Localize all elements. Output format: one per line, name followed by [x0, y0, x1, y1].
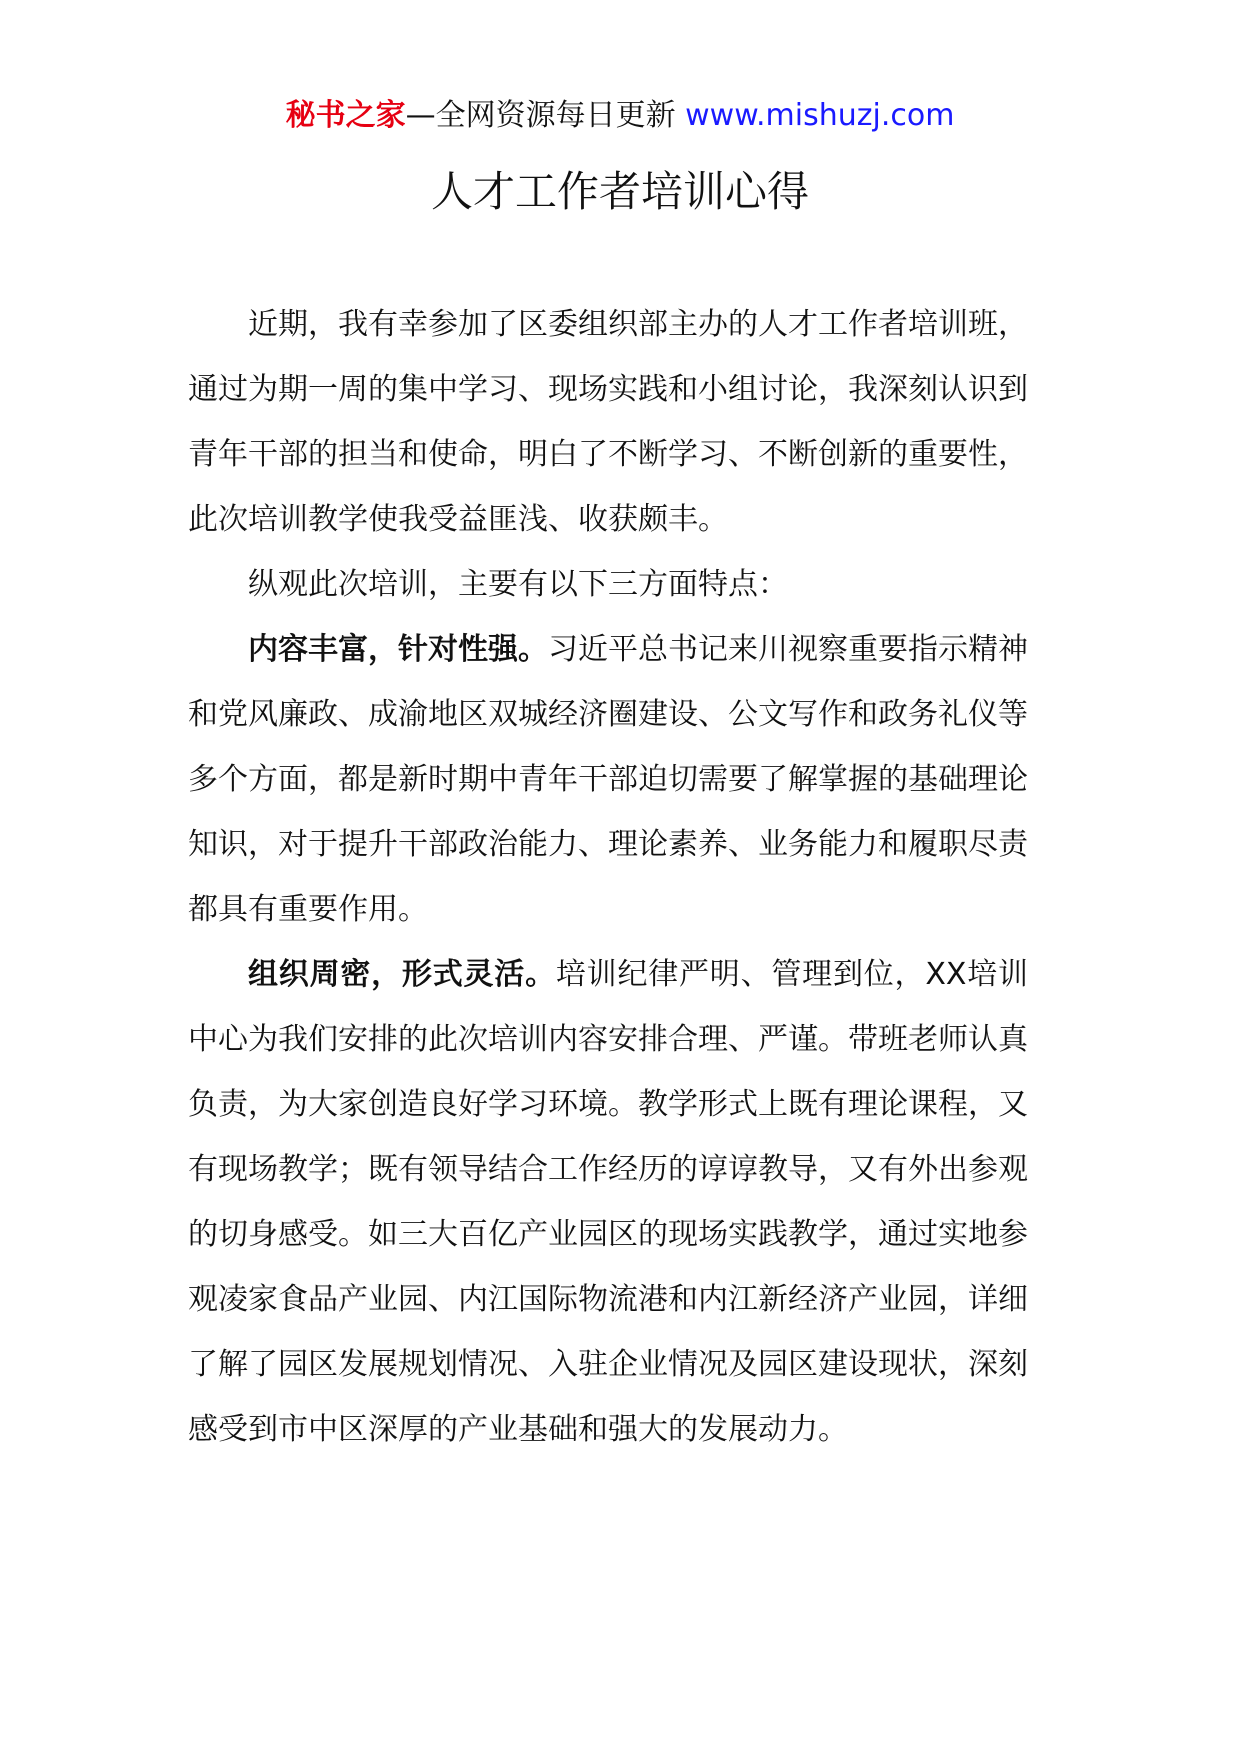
document-title: 人才工作者培训心得: [430, 167, 809, 216]
paragraph-text: 培训纪律严明、管理到位，XX培训中心为我们安排的此次培训内容安排合理、严谨。带班老师认真负责，为大家创造良好学习环境。教学形式上既有理论课程，又有现场教学；既有领导结合工作经历的谆谆教导，又有外出参观的切身感受。如三大百亿产业园区的现场实践教学，通过实地参观凌家食品产业园、内江国际物流港和内江新经济产业园，详细了解了园区发展规划情况、入驻企业情况及园区建设现状，深刻感受到市中区深厚的产业基础和强大的发展动力。: [188, 957, 1028, 1447]
paragraph-organization: [188, 942, 1028, 1462]
paragraph-lead: 内容丰富，针对性强。: [248, 632, 548, 667]
brand-name: 秘书之家: [285, 98, 406, 133]
paragraph-text: 纵观此次培训，主要有以下三方面特点：: [248, 567, 788, 602]
site-header: [0, 96, 1240, 136]
header-tagline: —全网资源每日更新: [405, 98, 676, 133]
document-body: [188, 292, 1028, 1462]
paragraph-intro: [188, 292, 1028, 552]
site-url-link[interactable]: www.mishuzj.com: [685, 98, 955, 133]
paragraph-lead: 组织周密，形式灵活。: [248, 957, 556, 992]
paragraph-text: 近期，我有幸参加了区委组织部主办的人才工作者培训班，通过为期一周的集中学习、现场实践和小组讨论，我深刻认识到青年干部的担当和使命，明白了不断学习、不断创新的重要性，此次培训教学使我受益匪浅、收获颇丰。: [188, 307, 1028, 537]
paragraph-content-rich: [188, 617, 1028, 942]
paragraph-overview: [188, 552, 1028, 617]
paragraph-text: 习近平总书记来川视察重要指示精神和党风廉政、成渝地区双城经济圈建设、公文写作和政务礼仪等多个方面，都是新时期中青年干部迫切需要了解掌握的基础理论知识，对于提升干部政治能力、理论素养、业务能力和履职尽责都具有重要作用。: [188, 632, 1028, 927]
